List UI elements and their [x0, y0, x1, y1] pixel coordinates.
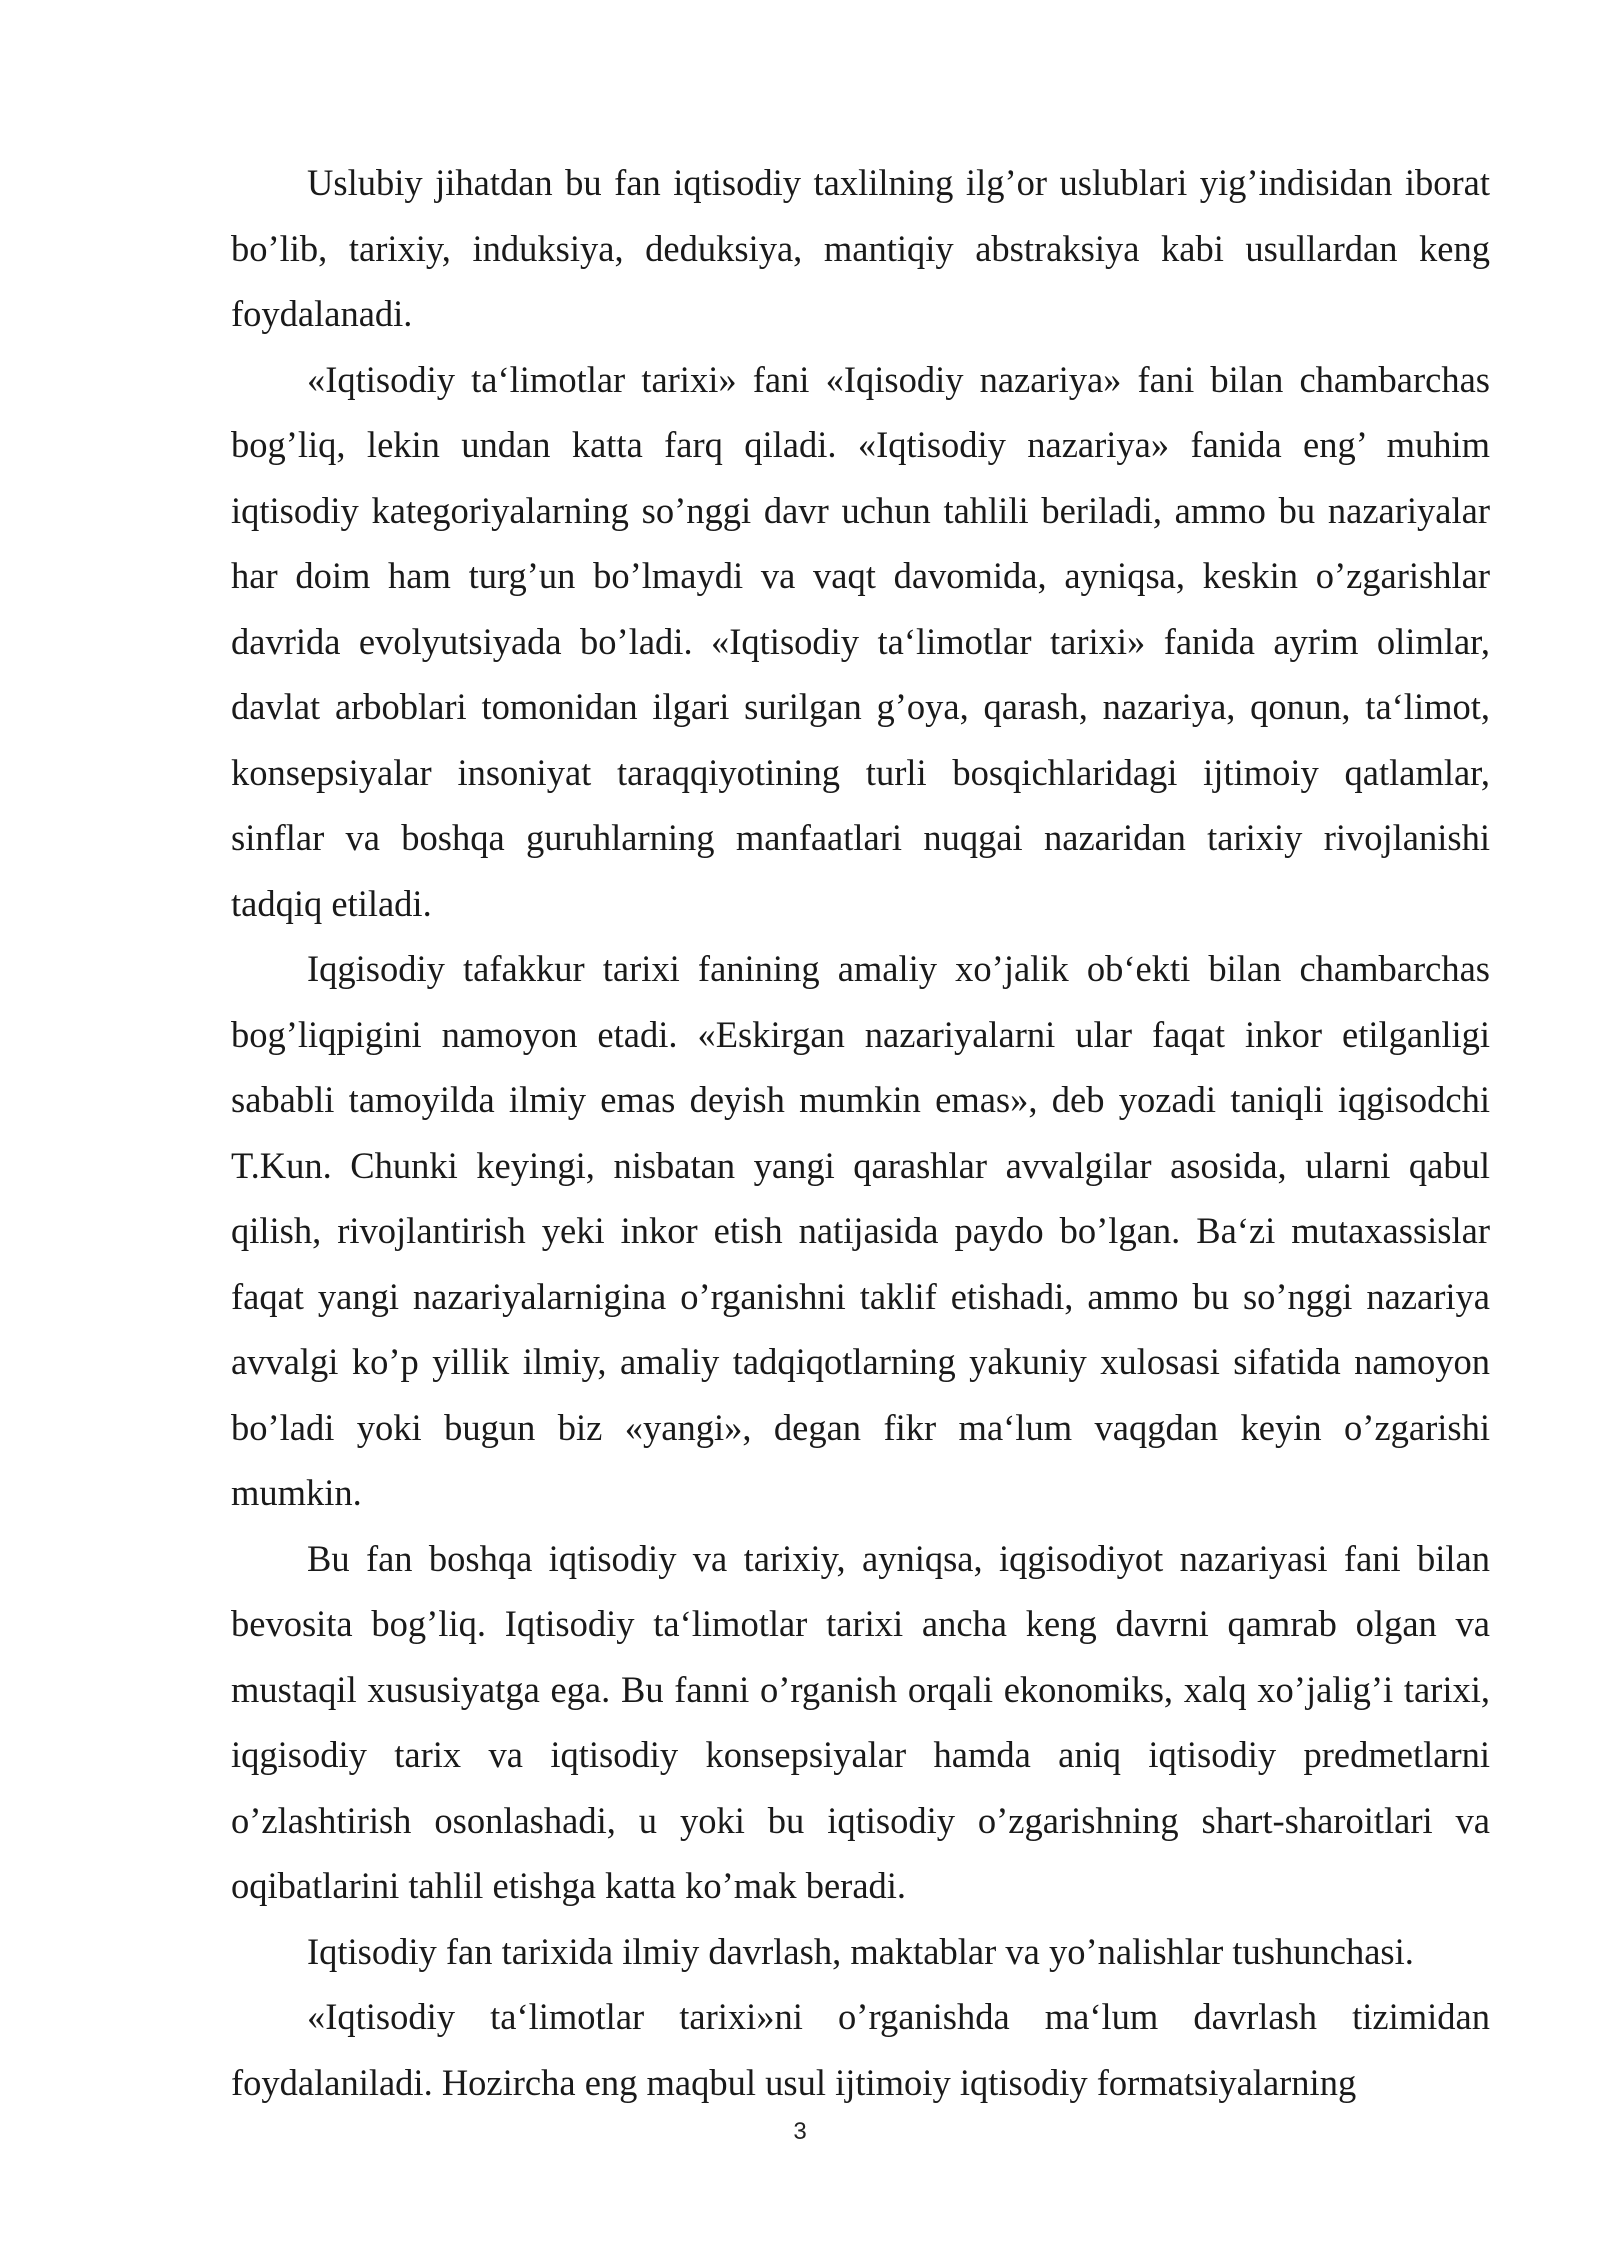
paragraph-section-heading: Iqtisodiy fan tarixida ilmiy davrlash, maktablar va yo’nalishlar tushunchasi.	[307, 1930, 1414, 1972]
paragraph-practical-connection: Iqgisodiy tafakkur tarixi fanining amaliy xo’jalik ob‘ekti bilan chambarchas bog’liqpigini namoyon etadi. «Eskirgan nazariyalarni ular faqat inkor etilganligi sababli tamoyilda ilmiy emas deyish mumkin emas», deb yozadi taniqli iqgisodchi T.Kun. Chunki keyingi, nisbatan yangi qarashlar avvalgilar asosida, ularni qabul qilish, rivojlantirish yeki inkor etish natijasida paydo bo’lgan. Ba‘zi mutaxassislar faqat yangi nazariyalarnigina o’rganishni taklif etishadi, ammo bu so’nggi nazariya avvalgi ko’p yillik ilmiy, amaliy tadqiqotlarning yakuniy xulosasi sifatida namoyon bo’ladi yoki bugun biz «yangi», degan fikr ma‘lum vaqgdan keyin o’zgarishi mumkin.	[231, 948, 1490, 1513]
paragraph-related-disciplines: Bu fan boshqa iqtisodiy va tarixiy, ayniqsa, iqgisodiyot nazariyasi fani bilan bevosita bog’liq. Iqtisodiy ta‘limotlar tarixi ancha keng davrni qamrab olgan va mustaqil xususiyatga ega. Bu fanni o’rganish orqali ekonomiks, xalq xo’jalig’i tarixi, iqgisodiy tarix va iqtisodiy konsepsiyalar hamda aniq iqtisodiy predmetlarni o’zlashtirish osonlashadi, u yoki bu iqtisodiy o’zgarishning shart-sharoitlari va oqibatlarini tahlil etishga katta ko’mak beradi.	[231, 1537, 1490, 1906]
paragraph-economic-theory-relation: «Iqtisodiy ta‘limotlar tarixi» fani «Iqisodiy nazariya» fani bilan chambarchas bog’liq, lekin undan katta farq qiladi. «Iqtisodiy nazariya» fanida eng’ muhim iqtisodiy kategoriyalarning so’nggi davr uchun tahlili beriladi, ammo bu nazariyalar har doim ham turg’un bo’lmaydi va vaqt davomida, ayniqsa, keskin o’zgarishlar davrida evolyutsiyada bo’ladi. «Iqtisodiy ta‘limotlar tarixi» fanida ayrim olimlar, davlat arboblari tomonidan ilgari surilgan g’oya, qarash, nazariya, qonun, ta‘limot, konsepsiyalar insoniyat taraqqiyotining turli bosqichlaridagi ijtimoiy qatlamlar, sinflar va boshqa guruhlarning manfaatlari nuqgai nazaridan tarixiy rivojlanishi tadqiq etiladi.	[231, 358, 1490, 924]
paragraph-periodization: «Iqtisodiy ta‘limotlar tarixi»ni o’rganishda ma‘lum davrlash tizimidan foydalaniladi. Hozircha eng maqbul usul ijtimoiy iqtisodiy formatsiyalarning	[231, 1996, 1490, 2103]
document-body	[231, 150, 1490, 2115]
paragraph-methodology: Uslubiy jihatdan bu fan iqtisodiy taxlilning ilg’or uslublari yig’indisidan iborat bo’lib, tarixiy, induksiya, deduksiya, mantiqiy abstraksiya kabi usullardan keng foydalanadi.	[231, 162, 1490, 334]
page-number: 3	[793, 2118, 807, 2145]
